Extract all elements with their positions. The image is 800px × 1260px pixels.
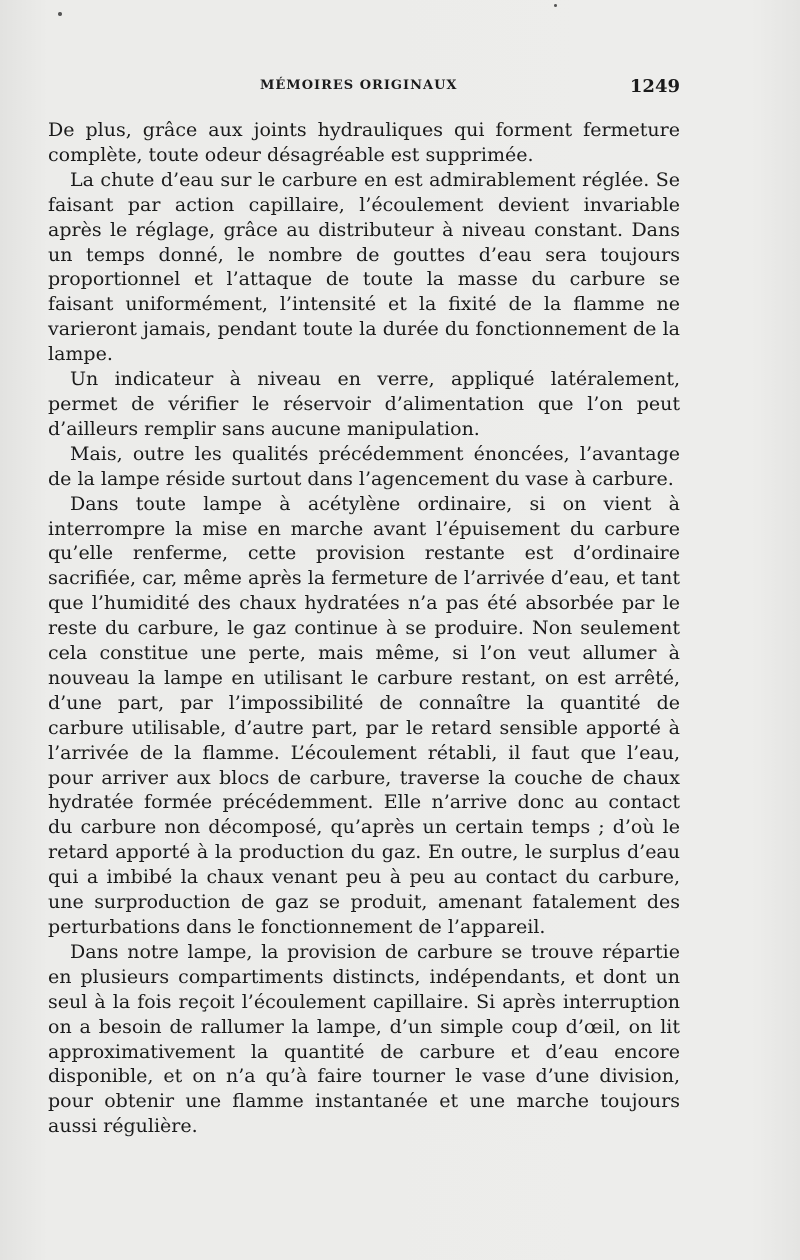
paragraph: Mais, outre les qualités précédemment énoncées, l’avantage de la lampe réside surtout dans l’agencement du vase à carbure. — [48, 442, 680, 490]
running-head: MÉMOIRES ORIGINAUX — [260, 78, 458, 93]
ink-speck — [58, 12, 62, 16]
paragraph: Un indicateur à niveau en verre, appliqué latéralement, permet de vérifier le réservoir d’alimentation que l’on peut d’ailleurs remplir sans aucune manipulation. — [48, 368, 680, 440]
paragraph: La chute d’eau sur le carbure en est admirablement réglée. Se faisant par action capillaire, l’écoulement devient invariable après le réglage, grâce au distributeur à niveau constant. Dans un temps donné, le nombre de gouttes d’eau sera toujours proportionnel et l’attaque de toute la masse du carbure se faisant uniformément, l’intensité et la fixité de la flamme ne varieront jamais, pendant toute la durée du fonctionnement de la lampe. — [48, 168, 680, 366]
page-number: 1249 — [629, 76, 680, 97]
paragraph: Dans toute lampe à acétylène ordinaire, si on vient à interrompre la mise en marche avant l’épuisement du carbure qu’elle renferme, cette provision restante est d’ordinaire sacrifiée, car, même après la fermeture de l’arrivée d’eau, et tant que l’humidité des chaux hydratées n’a pas été absorbée par le reste du carbure, le gaz continue à se produire. Non seulement cela constitue une perte, mais même, si l’on veut allumer à nouveau la lampe en utilisant le carbure restant, on est arrêté, d’une part, par l’impossibilité de connaître la quantité de carbure utilisable, d’autre part, par le retard sensible apporté à l’arrivée de la flamme. L’écoulement rétabli, il faut que l’eau, pour arriver aux blocs de carbure, traverse la couche de chaux hydratée formée précédemment. Elle n’arrive donc au contact du carbure non décomposé, qu’après un certain temps ; d’où le retard apporté à la production du gaz. En outre, le surplus d’eau qui a imbibé la chaux venant peu à peu au contact du carbure, une surproduction de gaz se produit, amenant fatalement des perturbations dans le fonctionnement de l’appareil. — [48, 492, 680, 938]
body-text — [48, 118, 680, 1139]
ink-speck — [554, 4, 557, 7]
page-header — [48, 76, 680, 100]
paragraph: Dans notre lampe, la provision de carbure se trouve répartie en plusieurs compartiments distincts, indépendants, et dont un seul à la fois reçoit l’écoulement capillaire. Si après interruption on a besoin de rallumer la lampe, d’un simple coup d’œil, on lit approximativement la quantité de carbure et d’eau encore disponible, et on n’a qu’à faire tourner le vase d’une division, pour obtenir une flamme instantanée et une marche toujours aussi régulière. — [48, 940, 680, 1138]
paragraph: De plus, grâce aux joints hydrauliques qui forment fermeture complète, toute odeur désagréable est supprimée. — [48, 119, 680, 166]
